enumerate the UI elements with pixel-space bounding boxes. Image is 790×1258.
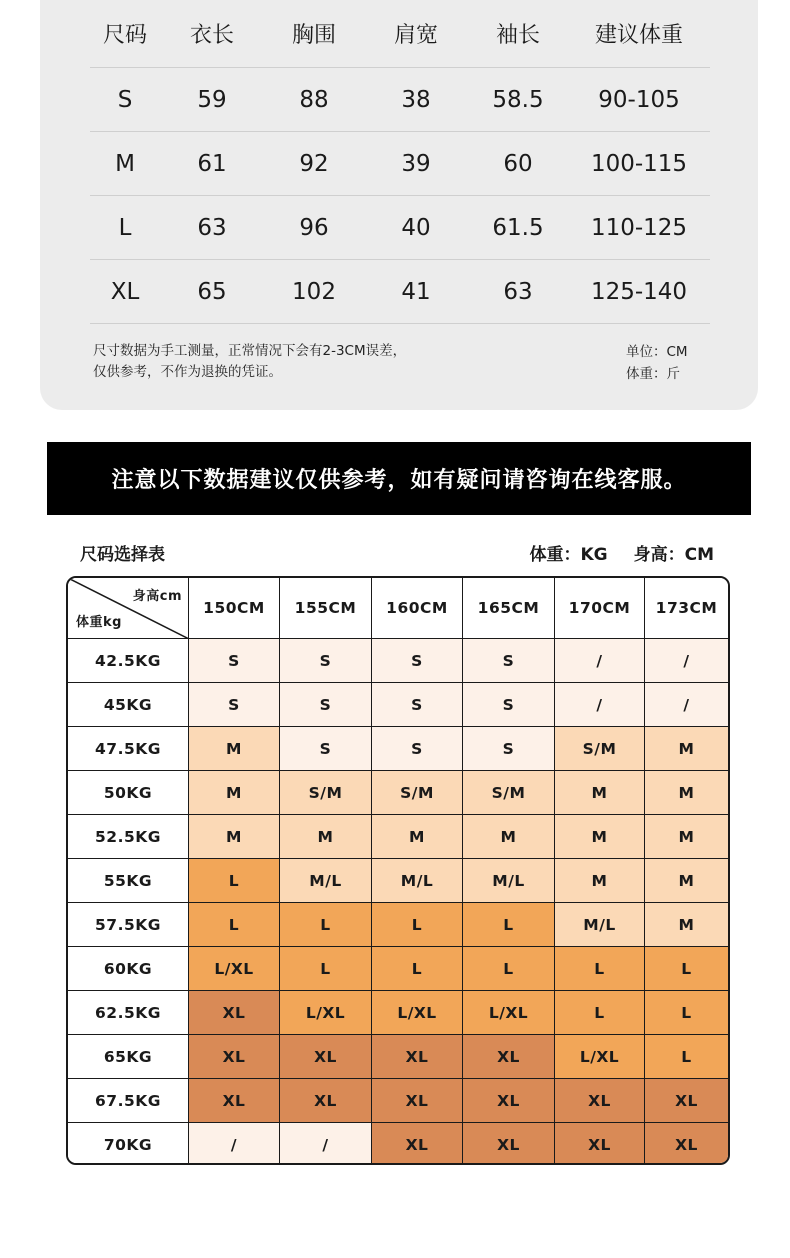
height-header: 173CM [645, 578, 728, 639]
weight-label: 57.5KG [68, 903, 189, 947]
size-cell: L [372, 903, 463, 947]
table-cell: 92 [299, 150, 329, 177]
table-cell: 63 [503, 278, 533, 305]
corner-height-label: 身高cm [132, 589, 182, 604]
weight-label: 42.5KG [68, 639, 189, 683]
table-row [90, 68, 710, 132]
table-row [68, 1123, 728, 1165]
size-cell: XL [372, 1123, 463, 1165]
height-header-row [68, 578, 728, 639]
weight-label: 55KG [68, 859, 189, 903]
note-line: 尺寸数据为手工测量，正常情况下会有2-3CM误差， [93, 343, 407, 359]
height-header: 170CM [555, 578, 645, 639]
header-size: 尺码 [102, 23, 147, 48]
size-cell: M [189, 727, 280, 771]
table-cell: 40 [401, 214, 431, 241]
size-cell: M [280, 815, 372, 859]
weight-label: 50KG [68, 771, 189, 815]
table-cell: 61.5 [492, 214, 544, 241]
table-cell: 38 [401, 86, 431, 113]
size-cell: M [645, 859, 728, 903]
weight-label: 45KG [68, 683, 189, 727]
size-cell: S [280, 727, 372, 771]
measurement-header-row [90, 0, 710, 68]
table-cell: 88 [299, 86, 329, 113]
table-row [68, 991, 728, 1035]
table-cell: 59 [197, 86, 227, 113]
weight-label: 62.5KG [68, 991, 189, 1035]
table-row [90, 196, 710, 260]
size-cell: S/M [372, 771, 463, 815]
table-row [68, 727, 728, 771]
size-cell: M [645, 771, 728, 815]
size-selection-table [66, 576, 730, 1165]
header-length: 衣长 [189, 23, 234, 48]
size-cell: L/XL [189, 947, 280, 991]
table-cell: 100-115 [590, 150, 688, 177]
header-weight: 建议体重 [594, 23, 683, 48]
size-cell: XL [645, 1123, 728, 1165]
size-cell: L [372, 947, 463, 991]
size-cell: L [645, 1035, 728, 1079]
corner-header-cell [68, 578, 189, 639]
header-chest: 胸围 [291, 23, 336, 48]
table-row [68, 1035, 728, 1079]
size-cell: M [555, 815, 645, 859]
size-cell: / [555, 639, 645, 683]
size-cell: XL [555, 1079, 645, 1123]
height-header: 150CM [189, 578, 280, 639]
measurement-note [93, 341, 406, 383]
size-cell: L [463, 903, 555, 947]
size-cell: S [189, 683, 280, 727]
size-cell: L/XL [280, 991, 372, 1035]
size-chart-units [503, 540, 714, 565]
table-cell: 65 [197, 278, 227, 305]
size-cell: M [645, 727, 728, 771]
height-header: 160CM [372, 578, 463, 639]
size-cell: XL [189, 991, 280, 1035]
size-cell: XL [189, 1035, 280, 1079]
height-header: 155CM [280, 578, 372, 639]
table-cell: L [118, 214, 132, 241]
size-cell: S [463, 727, 555, 771]
table-cell: XL [110, 278, 140, 305]
size-cell: L [189, 859, 280, 903]
size-cell: M [372, 815, 463, 859]
table-cell: 61 [197, 150, 227, 177]
size-cell: M/L [372, 859, 463, 903]
table-row [68, 903, 728, 947]
table-cell: 125-140 [590, 278, 688, 305]
size-cell: S/M [463, 771, 555, 815]
size-cell: L [463, 947, 555, 991]
measurement-card [40, 0, 758, 410]
table-cell: 60 [503, 150, 533, 177]
size-cell: / [645, 683, 728, 727]
table-cell: M [115, 150, 135, 177]
size-cell: M [189, 771, 280, 815]
size-cell: L [645, 991, 728, 1035]
size-cell: / [645, 639, 728, 683]
size-cell: XL [372, 1079, 463, 1123]
size-cell: / [280, 1123, 372, 1165]
size-cell: L [645, 947, 728, 991]
size-cell: S [189, 639, 280, 683]
measurement-table [90, 0, 710, 324]
size-cell: L/XL [555, 1035, 645, 1079]
size-cell: M/L [280, 859, 372, 903]
size-cell: M [555, 859, 645, 903]
table-row [68, 947, 728, 991]
weight-label: 67.5KG [68, 1079, 189, 1123]
size-cell: XL [463, 1035, 555, 1079]
note-line: 仅供参考，不作为退换的凭证。 [93, 364, 282, 380]
corner-weight-label: 体重kg [76, 615, 122, 630]
size-cell: M [463, 815, 555, 859]
table-cell: S [117, 86, 133, 113]
table-row [68, 771, 728, 815]
table-row [68, 1079, 728, 1123]
table-row [90, 132, 710, 196]
table-row [68, 815, 728, 859]
notice-text: 注意以下数据建议仅供参考，如有疑问请咨询在线客服。 [111, 468, 687, 493]
size-cell: / [555, 683, 645, 727]
size-cell: L [555, 947, 645, 991]
size-cell: L [280, 903, 372, 947]
size-cell: L/XL [463, 991, 555, 1035]
size-cell: S/M [555, 727, 645, 771]
size-cell: XL [463, 1123, 555, 1165]
height-header: 165CM [463, 578, 555, 639]
table-cell: 110-125 [590, 214, 688, 241]
size-cell: S [372, 639, 463, 683]
size-cell: XL [463, 1079, 555, 1123]
size-cell: L [280, 947, 372, 991]
size-cell: XL [280, 1079, 372, 1123]
table-cell: 63 [197, 214, 227, 241]
table-cell: 96 [299, 214, 329, 241]
size-cell: L/XL [372, 991, 463, 1035]
weight-label: 65KG [68, 1035, 189, 1079]
table-cell: 58.5 [492, 86, 544, 113]
table-cell: 90-105 [598, 86, 680, 113]
size-cell: S [280, 683, 372, 727]
height-unit-label: 身高：CM [633, 545, 714, 565]
size-cell: L [189, 903, 280, 947]
size-cell: S [372, 727, 463, 771]
weight-label: 47.5KG [68, 727, 189, 771]
table-row [68, 639, 728, 683]
size-cell: M [645, 815, 728, 859]
table-row [68, 859, 728, 903]
table-row [90, 260, 710, 324]
size-cell: M/L [555, 903, 645, 947]
size-cell: S/M [280, 771, 372, 815]
table-cell: 41 [401, 278, 431, 305]
size-cell: S [372, 683, 463, 727]
size-cell: XL [189, 1079, 280, 1123]
header-sleeve: 袖长 [495, 23, 540, 48]
header-shoulder: 肩宽 [393, 23, 438, 48]
unit-length: 单位：CM [626, 344, 688, 360]
size-cell: M/L [463, 859, 555, 903]
size-cell: / [189, 1123, 280, 1165]
unit-weight: 体重：斤 [626, 366, 680, 382]
weight-label: 70KG [68, 1123, 189, 1165]
table-row [68, 683, 728, 727]
size-chart-title: 尺码选择表 [80, 545, 165, 565]
size-cell: M [189, 815, 280, 859]
notice-banner [47, 442, 751, 515]
size-cell: XL [280, 1035, 372, 1079]
size-cell: M [645, 903, 728, 947]
size-cell: XL [372, 1035, 463, 1079]
size-cell: XL [555, 1123, 645, 1165]
size-cell: XL [645, 1079, 728, 1123]
table-cell: 39 [401, 150, 431, 177]
size-cell: L [555, 991, 645, 1035]
size-cell: S [463, 683, 555, 727]
table-cell: 102 [292, 278, 336, 305]
weight-label: 60KG [68, 947, 189, 991]
unit-legend [626, 341, 688, 385]
weight-unit-label: 体重：KG [529, 545, 608, 565]
size-cell: M [555, 771, 645, 815]
size-cell: S [463, 639, 555, 683]
weight-label: 52.5KG [68, 815, 189, 859]
size-cell: S [280, 639, 372, 683]
